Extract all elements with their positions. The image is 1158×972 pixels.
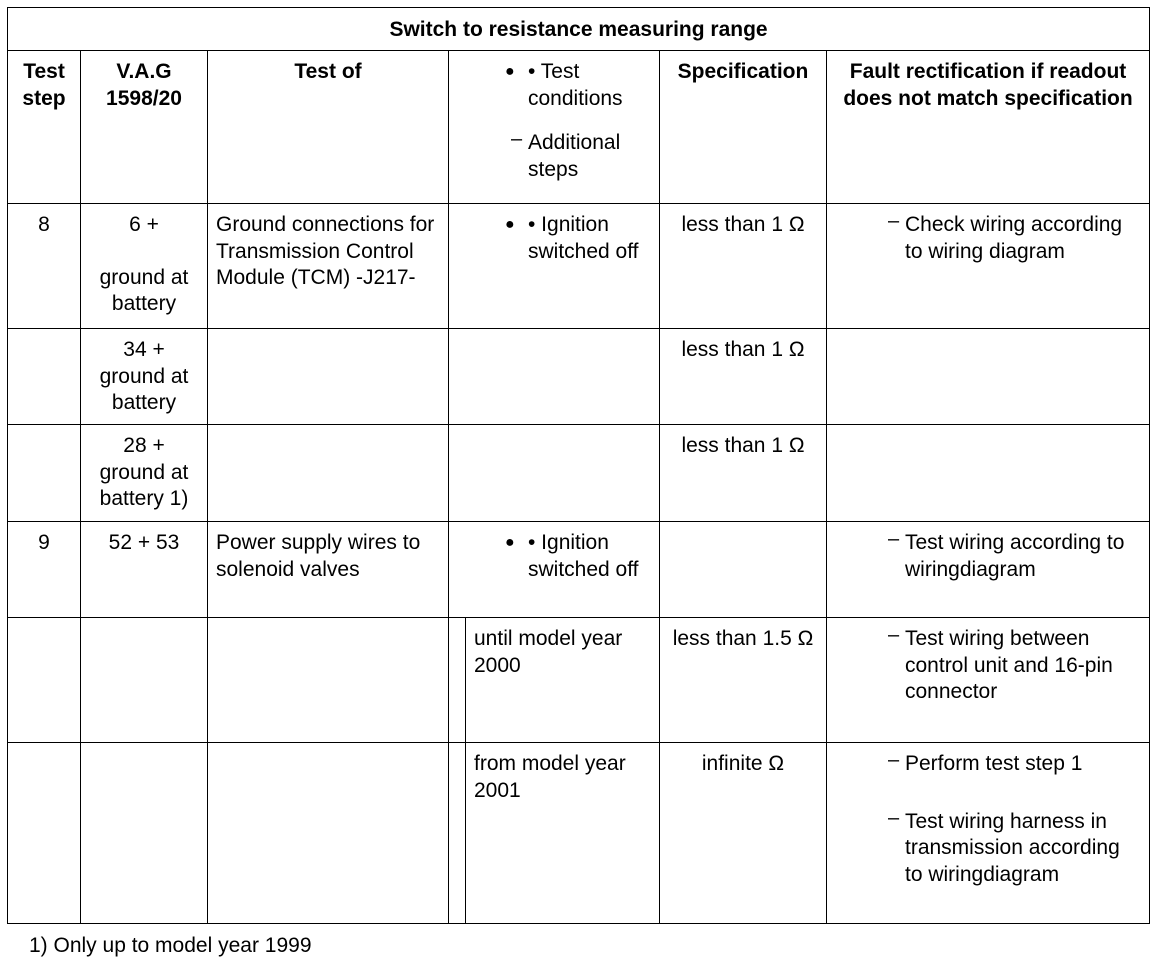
cell-condition [449, 204, 660, 329]
table-row [8, 425, 1150, 522]
cell-spec: less than 1 Ω [660, 329, 827, 425]
dash-icon: – [888, 528, 900, 550]
header-fault-rectification: Fault rectification if readout does not match specification [827, 51, 1150, 204]
cell-step: 9 [8, 522, 81, 618]
header-test-step: Test step [8, 51, 81, 204]
dash-icon: – [888, 749, 900, 771]
cell-spec: less than 1 Ω [660, 204, 827, 329]
cell-step: 8 [8, 204, 81, 329]
footnote: 1) Only up to model year 1999 [29, 934, 312, 957]
fix-text: Test wiring according to wiringdiagram [905, 531, 1125, 581]
cell-fix [827, 204, 1150, 329]
cell-test-of: Power supply wires to solenoid valves [208, 522, 449, 618]
cell-spec: infinite Ω [660, 743, 827, 924]
bullet-icon: ● [505, 216, 515, 233]
condition-text: • Ignition switched off [528, 531, 639, 581]
header-conditions-dash: Additional steps [528, 131, 621, 181]
test-table [7, 7, 1150, 924]
dash-icon: – [888, 806, 900, 829]
table-title: Switch to resistance measuring range [8, 8, 1150, 51]
vag-line: ground at battery [99, 265, 189, 315]
table-title-row [8, 8, 1150, 51]
cell-fix [827, 743, 1150, 924]
cell-vag: 52 + 53 [81, 522, 208, 618]
cell-vag [81, 204, 208, 329]
fix-text: Test wiring between control unit and 16-pin connector [905, 627, 1113, 703]
cell-vag: 28 + ground at battery 1) [81, 425, 208, 522]
dash-icon: – [511, 128, 523, 150]
cell-fix [827, 522, 1150, 618]
table-row [8, 204, 1150, 329]
fix-text: Test wiring harness in transmission according to wiringdiagram [905, 809, 1120, 886]
condition-text: • Ignition switched off [528, 213, 639, 263]
cell-condition: until model year 2000 [466, 618, 660, 743]
table-row [8, 743, 1150, 924]
header-row [8, 51, 1150, 204]
fix-text: Check wiring according to wiring diagram [905, 213, 1123, 263]
vag-line: 6 + [129, 213, 159, 236]
bullet-icon: ● [505, 534, 515, 551]
header-specification: Specification [660, 51, 827, 204]
header-test-of: Test of [208, 51, 449, 204]
header-conditions-bullet: • Test conditions [528, 60, 623, 110]
cell-test-of: Ground connections for Transmission Control Module (TCM) -J217- [208, 204, 449, 329]
cell-fix [827, 618, 1150, 743]
header-conditions [449, 51, 660, 204]
dash-icon: – [888, 624, 900, 646]
bullet-icon: ● [505, 63, 515, 80]
dash-icon: – [888, 210, 900, 232]
table-row [8, 522, 1150, 618]
cell-condition [449, 522, 660, 618]
table-row [8, 329, 1150, 425]
table-row [8, 618, 1150, 743]
cell-condition: from model year 2001 [466, 743, 660, 924]
cell-spec: less than 1 Ω [660, 425, 827, 522]
fix-text: Perform test step 1 [905, 752, 1083, 775]
cell-spec: less than 1.5 Ω [660, 618, 827, 743]
cell-vag: 34 + ground at battery [81, 329, 208, 425]
header-vag: V.A.G 1598/20 [81, 51, 208, 204]
